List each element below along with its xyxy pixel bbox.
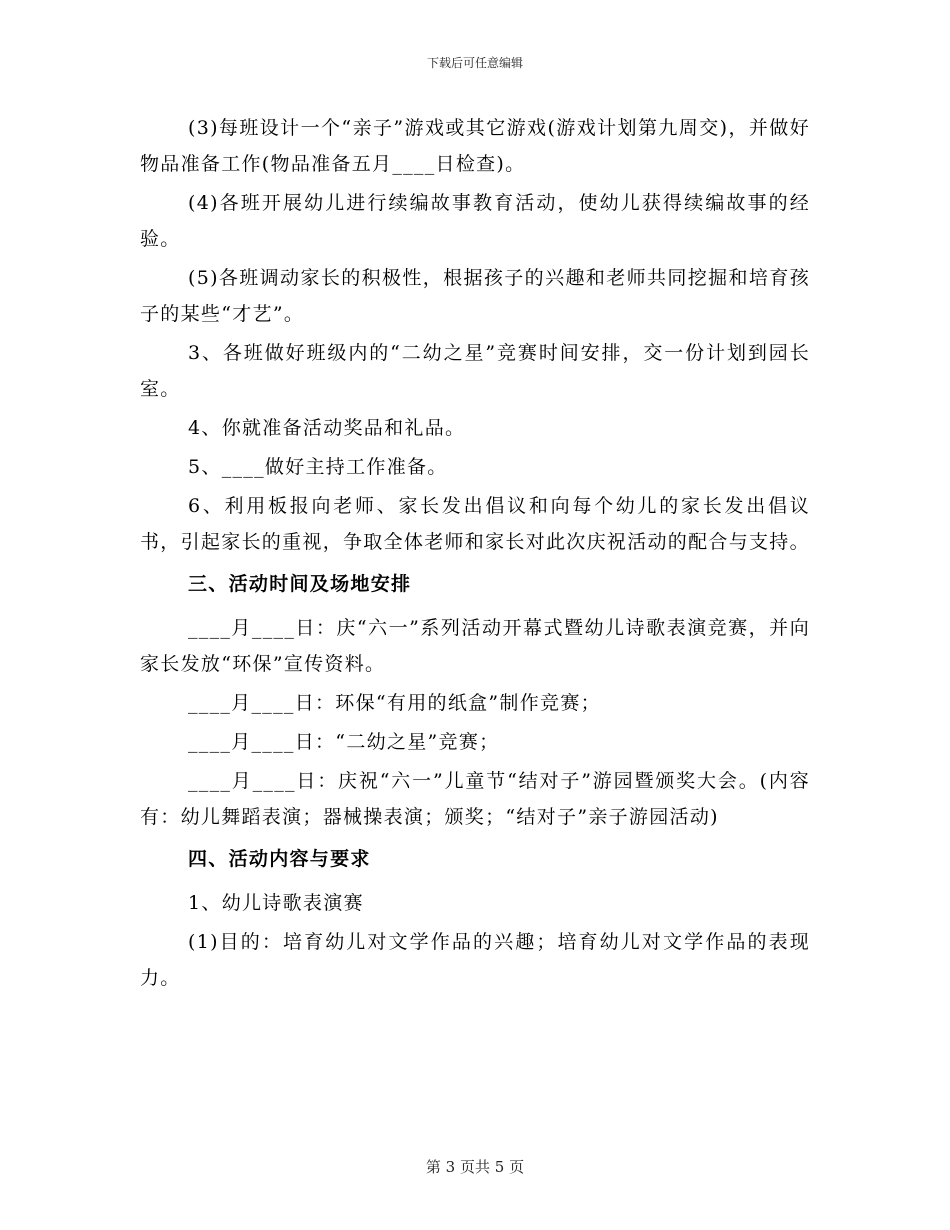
- paragraph-item-4: (4)各班开展幼儿进行续编故事教育活动，使幼儿获得续编故事的经验。: [140, 192, 810, 250]
- subheading-poetry: 1、幼儿诗歌表演赛: [188, 892, 364, 914]
- schedule-item-opening: ____月____日：庆“六一”系列活动开幕式暨幼儿诗歌表演竞赛，并向家长发放“环保”宣传资料。: [140, 617, 810, 675]
- schedule-item-garden-party: ____月____日：庆祝“六一”儿童节“结对子”游园暨颁奖大会。(内容有：幼儿舞蹈表演；器械操表演；颁奖；“结对子”亲子游园活动): [140, 770, 810, 828]
- paragraph-purpose: (1)目的：培育幼儿对文学作品的兴趣；培育幼儿对文学作品的表现力。: [140, 931, 810, 989]
- paragraph-item-5: (5)各班调动家长的积极性，根据孩子的兴趣和老师共同挖掘和培育孩子的某些“才艺”。: [140, 267, 810, 325]
- paragraph-item-3: (3)每班设计一个“亲子”游戏或其它游戏(游戏计划第九周交)，并做好物品准备工作(物品准备五月____日检查)。: [140, 117, 810, 175]
- page-footer: 第 3 页共 5 页: [425, 1158, 525, 1176]
- page-header: 下载后可任意编辑: [426, 56, 523, 70]
- document-body: [140, 110, 810, 999]
- paragraph-bulletin: 6、利用板报向老师、家长发出倡议和向每个幼儿的家长发出倡议书，引起家长的重视，争取全体老师和家长对此次庆祝活动的配合与支持。: [140, 495, 810, 553]
- section-heading-content: 四、活动内容与要求: [188, 848, 371, 870]
- paragraph-schedule-competition: 3、各班做好班级内的“二幼之星”竞赛时间安排，交一份计划到园长室。: [140, 342, 810, 400]
- section-heading-time-venue: 三、活动时间及场地安排: [188, 573, 412, 595]
- paragraph-host: 5、____做好主持工作准备。: [188, 456, 448, 478]
- schedule-item-star: ____月____日：“二幼之星”竞赛；: [188, 731, 500, 753]
- paragraph-prizes: 4、你就准备活动奖品和礼品。: [188, 417, 466, 439]
- schedule-item-carton: ____月____日：环保“有用的纸盒”制作竞赛；: [188, 692, 601, 714]
